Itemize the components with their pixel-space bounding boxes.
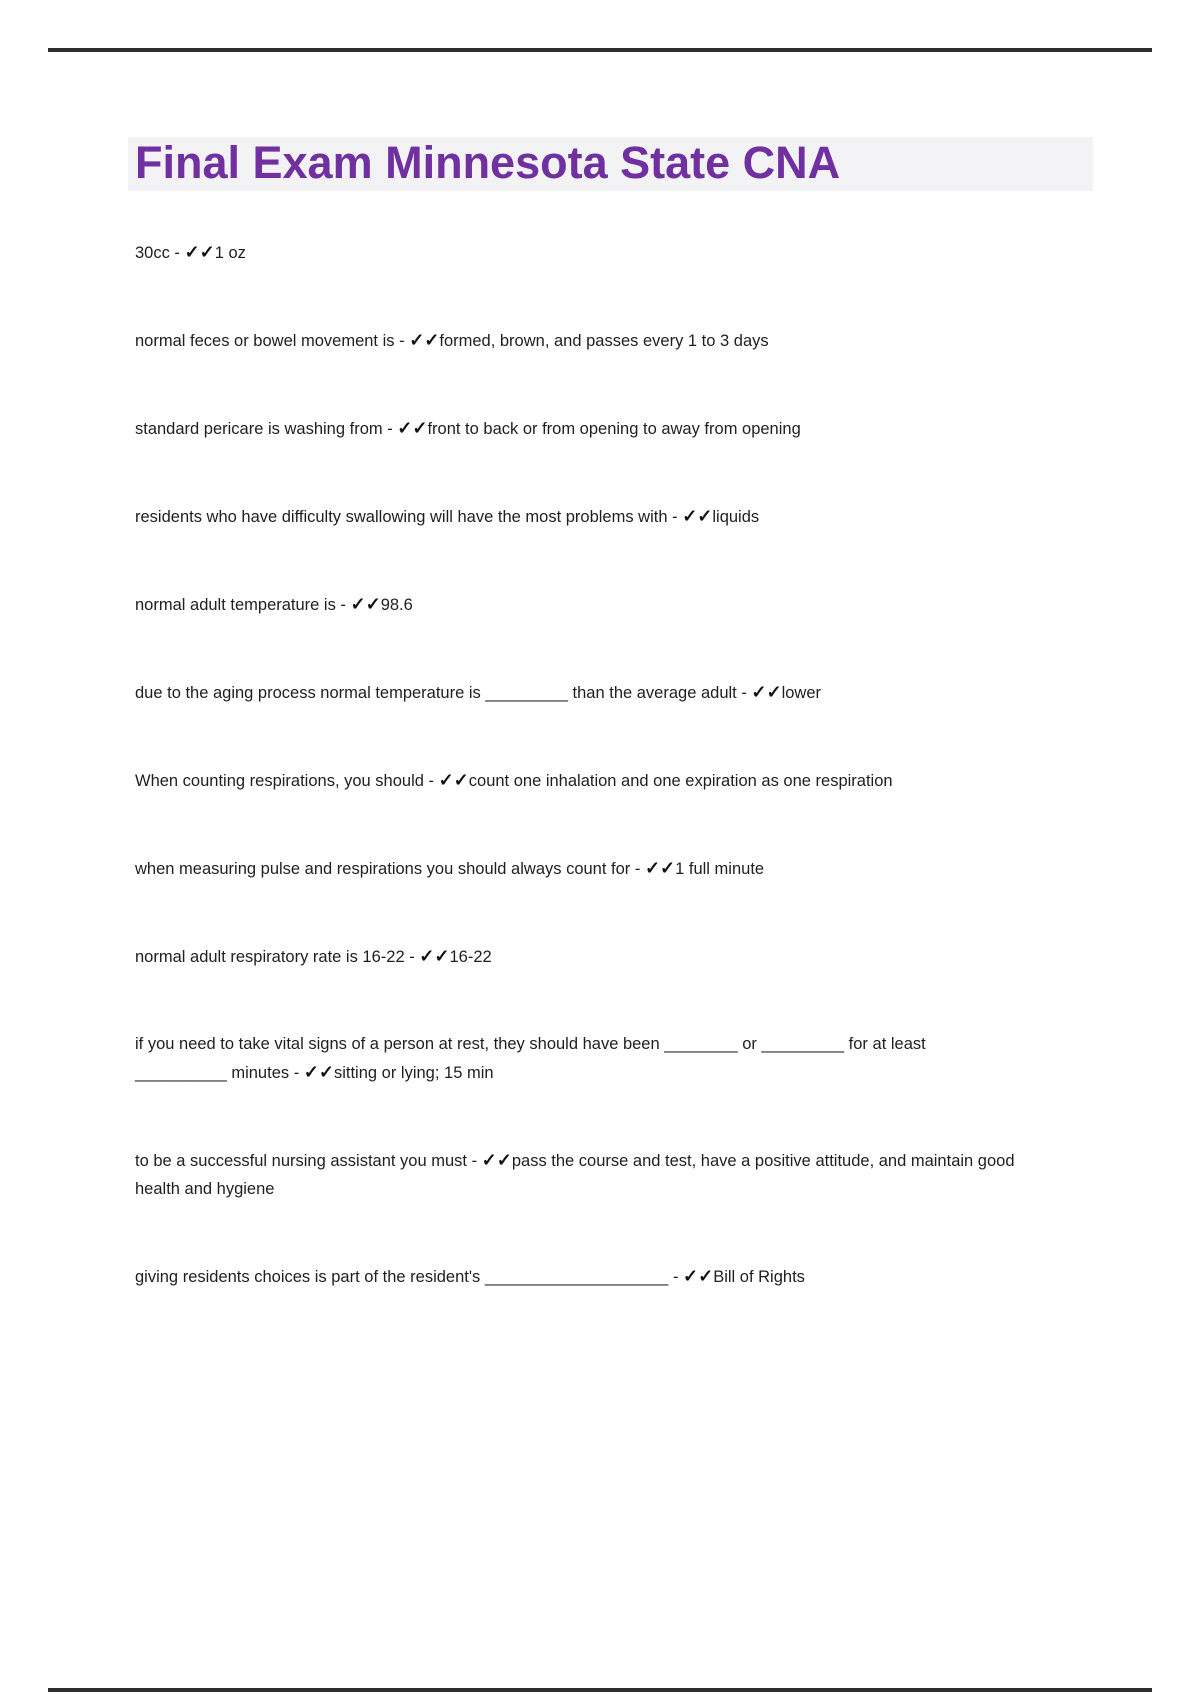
qa-answer: count one inhalation and one expiration as one respiration xyxy=(468,772,893,790)
double-checkmark-icon: ✓✓ xyxy=(438,770,469,790)
qa-item xyxy=(135,238,1020,267)
qa-answer: 1 oz xyxy=(214,244,246,262)
qa-question: When counting respirations, you should - xyxy=(135,772,439,790)
double-checkmark-icon: ✓✓ xyxy=(397,418,428,438)
title-highlight-bar xyxy=(128,137,1093,191)
qa-item xyxy=(135,414,1020,443)
qa-answer: liquids xyxy=(712,508,760,526)
qa-item xyxy=(135,1262,1020,1291)
qa-answer: pass the course and test, have a positive attitude, and maintain good health and hygiene xyxy=(135,1152,1015,1198)
qa-answer: 16-22 xyxy=(449,948,492,966)
qa-question: normal adult temperature is - xyxy=(135,596,351,614)
qa-item xyxy=(135,1030,1020,1087)
double-checkmark-icon: ✓✓ xyxy=(419,946,450,966)
qa-question: giving residents choices is part of the resident's ____________________ - xyxy=(135,1268,684,1286)
qa-item xyxy=(135,854,1020,883)
double-checkmark-icon: ✓✓ xyxy=(751,682,782,702)
qa-list xyxy=(135,238,1020,1291)
qa-question: if you need to take vital signs of a person at rest, they should have been ________ or _________ for at least __________ minutes - xyxy=(135,1035,926,1082)
qa-question: normal adult respiratory rate is 16-22 - xyxy=(135,948,420,966)
qa-answer: 1 full minute xyxy=(675,860,765,878)
qa-answer: 98.6 xyxy=(380,596,413,614)
bottom-rule-divider xyxy=(48,1688,1152,1692)
qa-answer: lower xyxy=(781,684,822,702)
qa-question: due to the aging process normal temperature is _________ than the average adult - xyxy=(135,684,752,702)
double-checkmark-icon: ✓✓ xyxy=(184,242,215,262)
page-title: Final Exam Minnesota State CNA xyxy=(135,137,841,188)
qa-item xyxy=(135,942,1020,971)
double-checkmark-icon: ✓✓ xyxy=(350,594,381,614)
qa-item xyxy=(135,1146,1020,1203)
qa-question: standard pericare is washing from - xyxy=(135,420,398,438)
double-checkmark-icon: ✓✓ xyxy=(644,858,676,878)
qa-answer: formed, brown, and passes every 1 to 3 days xyxy=(439,332,769,350)
qa-item xyxy=(135,766,1020,795)
double-checkmark-icon: ✓✓ xyxy=(481,1150,512,1170)
top-rule-divider xyxy=(48,48,1152,52)
qa-item xyxy=(135,502,1020,531)
qa-answer: Bill of Rights xyxy=(713,1268,805,1286)
double-checkmark-icon: ✓✓ xyxy=(682,506,713,526)
qa-answer: front to back or from opening to away from opening xyxy=(427,420,801,438)
qa-question: 30cc - xyxy=(135,244,185,262)
qa-item xyxy=(135,326,1020,355)
double-checkmark-icon: ✓✓ xyxy=(683,1266,714,1286)
qa-question: residents who have difficulty swallowing will have the most problems with - xyxy=(135,508,683,526)
double-checkmark-icon: ✓✓ xyxy=(303,1062,334,1082)
document-content xyxy=(135,137,1020,1291)
qa-question: normal feces or bowel movement is - xyxy=(135,332,410,350)
qa-item xyxy=(135,590,1020,619)
qa-item xyxy=(135,678,1020,707)
qa-question: when measuring pulse and respirations you should always count for - xyxy=(135,860,645,878)
double-checkmark-icon: ✓✓ xyxy=(409,330,440,350)
qa-answer: sitting or lying; 15 min xyxy=(333,1064,494,1082)
qa-question: to be a successful nursing assistant you must - xyxy=(135,1152,482,1170)
